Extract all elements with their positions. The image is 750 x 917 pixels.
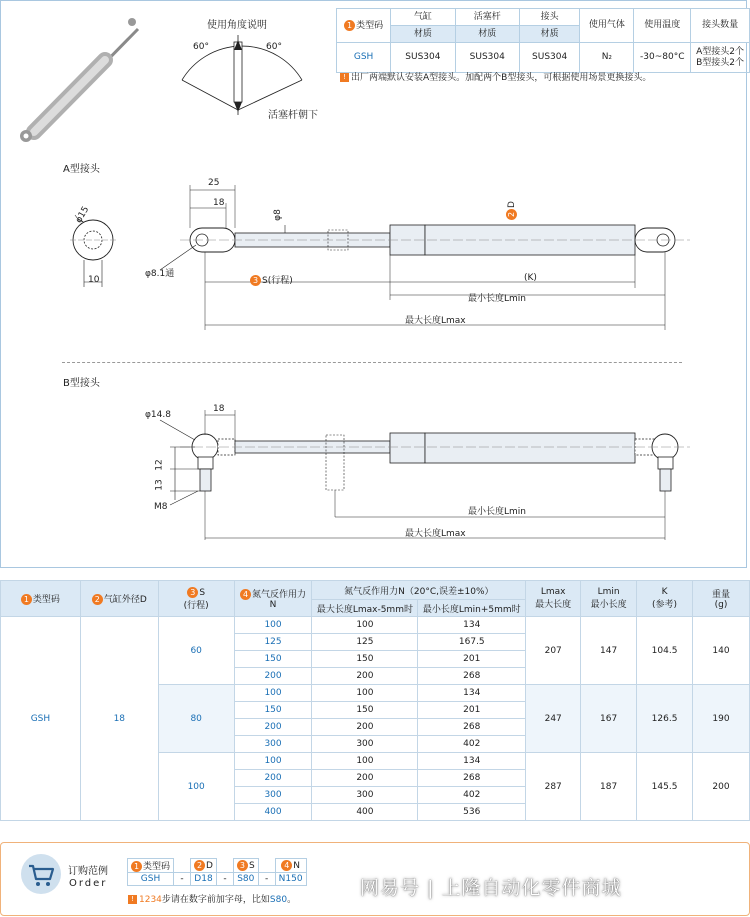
cell-force-max: 100 bbox=[312, 753, 418, 770]
cell-weight: 200 bbox=[693, 753, 750, 821]
spec-gas: N₂ bbox=[580, 43, 634, 73]
cell-force-min: 402 bbox=[418, 787, 526, 804]
cell-force-max: 200 bbox=[312, 770, 418, 787]
dim-b-phi148: φ14.8 bbox=[145, 410, 171, 420]
mt-h-f1: 最大长度Lmax-5mm时 bbox=[312, 600, 418, 617]
cell-force-min: 268 bbox=[418, 668, 526, 685]
rod-down-label: 活塞杆朝下 bbox=[268, 110, 318, 121]
cell-force-min: 167.5 bbox=[418, 634, 526, 651]
mt-h-force: 氮气反作用力N（20°C,误差±10%） bbox=[312, 581, 526, 600]
cell-weight: 140 bbox=[693, 617, 750, 685]
dim-a-k: (K) bbox=[524, 273, 537, 283]
drawing-b bbox=[0, 395, 745, 545]
spec-table bbox=[336, 8, 750, 73]
cell-n: 400 bbox=[234, 804, 312, 821]
order-h-d: 2 D bbox=[191, 859, 217, 873]
order-h-s: 3 S bbox=[233, 859, 258, 873]
order-v-type: GSH bbox=[128, 873, 174, 886]
spec-h-rod: 活塞杆 bbox=[455, 9, 519, 26]
cell-d: 18 bbox=[80, 617, 158, 821]
divider bbox=[62, 362, 682, 363]
dim-a-phi81: φ8.1通 bbox=[145, 269, 175, 279]
spec-h-cyl: 气缸 bbox=[391, 9, 455, 26]
cell-n: 150 bbox=[234, 702, 312, 719]
cell-force-min: 536 bbox=[418, 804, 526, 821]
cell-k: 126.5 bbox=[637, 685, 693, 753]
cell-lmin: 147 bbox=[581, 617, 637, 685]
cart-icon bbox=[20, 853, 62, 895]
order-label-en: Order bbox=[69, 878, 108, 889]
drawing-a bbox=[0, 170, 745, 340]
order-sep-2: - bbox=[216, 873, 233, 886]
drawing-a-title: A型接头 bbox=[63, 164, 100, 175]
cell-force-max: 400 bbox=[312, 804, 418, 821]
dim-a-18: 18 bbox=[213, 198, 225, 208]
cell-force-max: 200 bbox=[312, 668, 418, 685]
spec-h-gas: 使用气体 bbox=[580, 9, 634, 43]
spec-temp: -30~80°C bbox=[634, 43, 691, 73]
cell-force-max: 300 bbox=[312, 736, 418, 753]
cell-n: 150 bbox=[234, 651, 312, 668]
cell-type: GSH bbox=[1, 617, 81, 821]
cell-stroke: 80 bbox=[158, 685, 234, 753]
cell-force-min: 268 bbox=[418, 719, 526, 736]
table-row bbox=[1, 617, 750, 634]
order-label-cn: 订购范例 bbox=[68, 866, 108, 877]
spec-qty: A型接头2个 B型接头2个 bbox=[691, 43, 750, 73]
order-h-type: 1 类型码 bbox=[128, 859, 174, 873]
spec-h-temp: 使用温度 bbox=[634, 9, 691, 43]
cell-force-max: 150 bbox=[312, 702, 418, 719]
cell-force-max: 300 bbox=[312, 787, 418, 804]
mt-h-lmax: Lmax 最大长度 bbox=[526, 581, 581, 617]
dim-a-10: 10 bbox=[88, 275, 100, 285]
mt-h-s: 3 S (行程) bbox=[158, 581, 234, 617]
cell-lmin: 167 bbox=[581, 685, 637, 753]
order-v-s: S80 bbox=[233, 873, 258, 886]
cell-n: 200 bbox=[234, 719, 312, 736]
spec-h-qty: 接头数量 bbox=[691, 9, 750, 43]
cell-force-min: 402 bbox=[418, 736, 526, 753]
cell-force-max: 125 bbox=[312, 634, 418, 651]
dim-a-25: 25 bbox=[208, 178, 220, 188]
cell-stroke: 100 bbox=[158, 753, 234, 821]
order-sep-3: - bbox=[258, 873, 275, 886]
cell-lmax: 247 bbox=[526, 685, 581, 753]
cell-k: 104.5 bbox=[637, 617, 693, 685]
spec-sub-2: 材质 bbox=[455, 26, 519, 43]
spec-sub-3: 材质 bbox=[519, 26, 579, 43]
cell-force-max: 200 bbox=[312, 719, 418, 736]
angle-right: 60° bbox=[266, 42, 282, 52]
mt-h-w: 重量 (g) bbox=[693, 581, 750, 617]
dim-b-12: 12 bbox=[154, 459, 165, 471]
cell-n: 100 bbox=[234, 617, 312, 634]
angle-left: 60° bbox=[193, 42, 209, 52]
spec-code: GSH bbox=[337, 43, 391, 73]
spec-h-joint: 接头 bbox=[519, 9, 579, 26]
cell-n: 200 bbox=[234, 770, 312, 787]
cell-force-min: 268 bbox=[418, 770, 526, 787]
dim-a-d: 2D bbox=[506, 201, 517, 220]
order-v-d: D18 bbox=[191, 873, 217, 886]
spec-cyl: SUS304 bbox=[391, 43, 455, 73]
spec-joint: SUS304 bbox=[519, 43, 579, 73]
dim-a-lmin: 最小长度Lmin bbox=[468, 294, 526, 304]
dim-b-m8: M8 bbox=[154, 502, 168, 512]
cell-n: 200 bbox=[234, 668, 312, 685]
watermark: 网易号 | 上隆自动化零件商城 bbox=[360, 877, 622, 899]
drawing-b-title: B型接头 bbox=[63, 378, 100, 389]
order-note: ! 1234步请在数字前加字母，比如S80。 bbox=[128, 892, 296, 905]
mt-h-lmin: Lmin 最小长度 bbox=[581, 581, 637, 617]
cell-force-min: 134 bbox=[418, 685, 526, 702]
spec-sub-1: 材质 bbox=[391, 26, 455, 43]
dim-a-lmax: 最大长度Lmax bbox=[405, 316, 466, 326]
cell-n: 100 bbox=[234, 685, 312, 702]
order-table bbox=[127, 858, 307, 886]
mt-h-n: 4 氮气反作用力 N bbox=[234, 581, 312, 617]
gas-spring-photo bbox=[10, 14, 140, 144]
cell-lmin: 187 bbox=[581, 753, 637, 821]
angle-title: 使用角度说明 bbox=[207, 20, 267, 31]
cell-stroke: 60 bbox=[158, 617, 234, 685]
cell-n: 300 bbox=[234, 736, 312, 753]
dim-a-stroke: 3 S(行程) bbox=[250, 273, 293, 286]
dim-a-phi15: φ15 bbox=[74, 204, 92, 226]
main-spec-table bbox=[0, 580, 750, 821]
cell-n: 125 bbox=[234, 634, 312, 651]
cell-force-max: 100 bbox=[312, 617, 418, 634]
spec-h-type: 1 类型码 bbox=[337, 9, 391, 43]
cell-force-max: 150 bbox=[312, 651, 418, 668]
cell-lmax: 287 bbox=[526, 753, 581, 821]
dim-a-phi8: φ8 bbox=[272, 209, 283, 221]
cell-force-min: 201 bbox=[418, 702, 526, 719]
cell-force-min: 134 bbox=[418, 753, 526, 770]
cell-force-min: 201 bbox=[418, 651, 526, 668]
dim-b-18: 18 bbox=[213, 404, 225, 414]
mt-h-k: K (参考) bbox=[637, 581, 693, 617]
dim-b-13: 13 bbox=[154, 479, 165, 491]
mt-h-f2: 最小长度Lmin+5mm时 bbox=[418, 600, 526, 617]
cell-k: 145.5 bbox=[637, 753, 693, 821]
cell-force-max: 100 bbox=[312, 685, 418, 702]
dim-b-lmin: 最小长度Lmin bbox=[468, 507, 526, 517]
cell-lmax: 207 bbox=[526, 617, 581, 685]
order-h-n: 4 N bbox=[275, 859, 306, 873]
dim-b-lmax: 最大长度Lmax bbox=[405, 529, 466, 539]
order-v-n: N150 bbox=[275, 873, 306, 886]
cell-weight: 190 bbox=[693, 685, 750, 753]
spec-note: ! 出厂两端默认安装A型接头。加配两个B型接头，可根据使用场景更换接头。 bbox=[340, 70, 651, 83]
mt-h-type: 1 类型码 bbox=[1, 581, 81, 617]
cell-n: 300 bbox=[234, 787, 312, 804]
cell-n: 100 bbox=[234, 753, 312, 770]
mt-h-d: 2 气缸外径D bbox=[80, 581, 158, 617]
cell-force-min: 134 bbox=[418, 617, 526, 634]
order-sep-1: - bbox=[174, 873, 191, 886]
spec-rod: SUS304 bbox=[455, 43, 519, 73]
